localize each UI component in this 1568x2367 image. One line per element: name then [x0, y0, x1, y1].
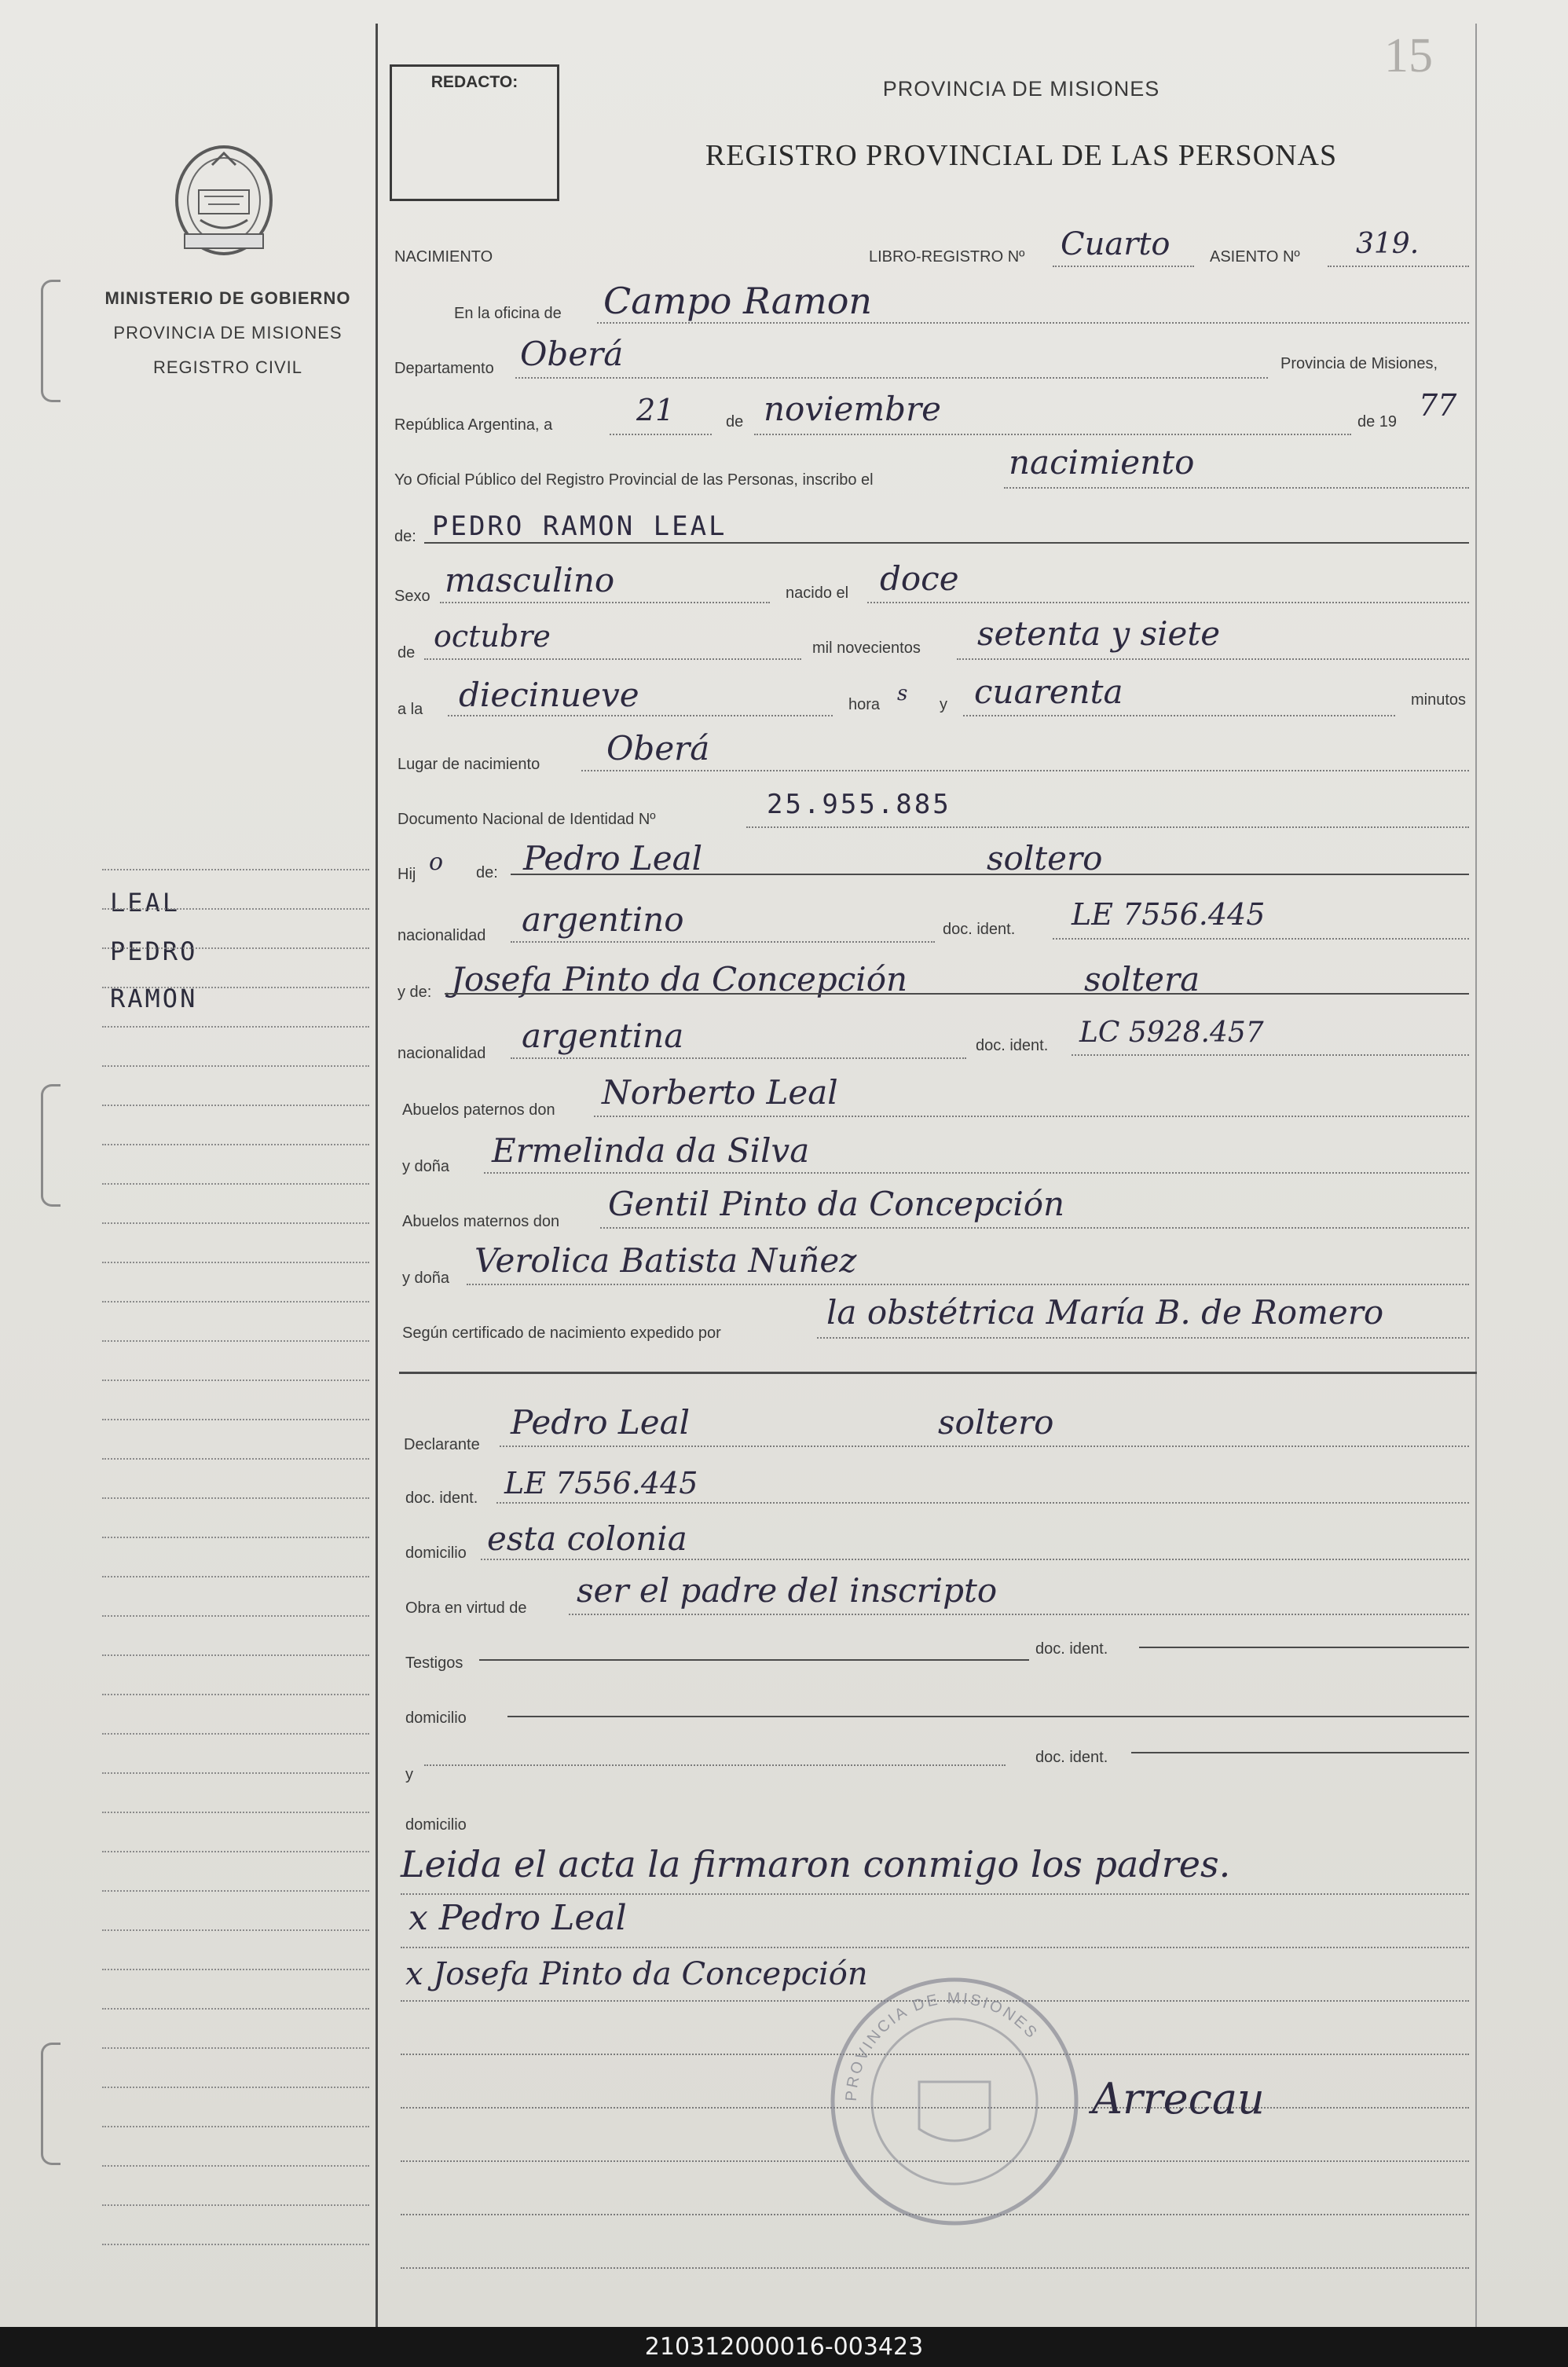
binder-ring [41, 280, 60, 402]
coat-of-arms-icon [169, 141, 279, 259]
ab-pat-dona-value: Ermelinda da Silva [492, 1131, 810, 1170]
hijo-de-label: de: [476, 864, 498, 881]
dotted-line [867, 602, 1469, 603]
oficial-label: Yo Oficial Público del Registro Provincial de las Personas, inscribo el [394, 471, 874, 489]
dotted-line [424, 1764, 1006, 1766]
mes-value: noviembre [764, 390, 941, 428]
oficial-value: nacimiento [1009, 443, 1195, 482]
dotted-line [500, 1445, 1469, 1447]
asiento-label: ASIENTO Nº [1210, 248, 1300, 266]
margin-line [102, 1733, 369, 1735]
dotted-line [401, 1947, 1469, 1948]
margin-line [102, 1458, 369, 1460]
solid-line [424, 542, 1469, 544]
mil-label: mil novecientos [812, 639, 921, 657]
margin-first-name: PEDRO [110, 936, 198, 966]
solid-line [1139, 1647, 1469, 1648]
dotted-line [401, 2267, 1469, 2269]
lugar-label: Lugar de nacimiento [397, 756, 540, 773]
hijo-label: Hij [397, 866, 416, 883]
dotted-line [511, 1057, 966, 1059]
anio-label: de 19 [1357, 413, 1398, 431]
seal-arc-text: PROVINCIA DE MISIONES [842, 1989, 1042, 2102]
anio-value: 77 [1419, 388, 1457, 423]
ab-pat-dona-label: y doña [402, 1158, 450, 1175]
nota-text: Leida el acta la firmaron conmigo los padres. [401, 1843, 1231, 1885]
dotted-line [581, 770, 1469, 771]
margin-line [102, 2165, 369, 2167]
official-stamp-icon [825, 1972, 1084, 2231]
madre-label: y de: [397, 984, 432, 1001]
margin-line [102, 1301, 369, 1303]
padre-estado: soltero [987, 839, 1103, 878]
dotted-line [1328, 266, 1469, 267]
nac-madre-label: nacionalidad [397, 1045, 486, 1062]
margin-line [102, 908, 369, 910]
ab-pat-don-value: Norberto Leal [602, 1073, 838, 1112]
nombre-de-label: de: [394, 528, 416, 545]
margin-line [102, 1419, 369, 1420]
departamento-value: Oberá [520, 335, 624, 373]
right-border [1475, 24, 1477, 2327]
margin-line [102, 1026, 369, 1028]
margin-line [102, 1851, 369, 1852]
dotted-line [511, 941, 935, 943]
dotted-line [569, 1614, 1469, 1615]
horas-value: s [897, 682, 908, 705]
hijo-suffix: o [429, 848, 444, 876]
decl-doc-value: LE 7556.445 [504, 1466, 698, 1500]
de-label: de [726, 413, 744, 431]
dotted-line [610, 434, 712, 435]
testigo1-doc-label: doc. ident. [1035, 1640, 1108, 1658]
hora-value: diecinueve [459, 676, 639, 714]
nombre-value: PEDRO RAMON LEAL [432, 511, 727, 542]
margin-line [102, 1262, 369, 1263]
anio-nac-value: setenta y siete [977, 614, 1221, 653]
column-divider [376, 24, 378, 2327]
dotted-line [754, 434, 1351, 435]
margin-line [102, 2087, 369, 2088]
doc-madre-value: LC 5928.457 [1079, 1017, 1264, 1049]
cert-label: Según certificado de nacimiento expedido por [402, 1325, 721, 1342]
sexo-value: masculino [445, 561, 615, 599]
ab-mat-don-value: Gentil Pinto da Concepción [608, 1185, 1065, 1223]
minutos-label: minutos [1411, 691, 1467, 709]
nacido-value: doce [880, 559, 959, 598]
horas-label: hora [848, 696, 881, 713]
margin-line [102, 1537, 369, 1538]
margin-line [102, 1812, 369, 1813]
margin-line [102, 1183, 369, 1185]
solid-line [507, 1716, 1469, 1717]
mes-nac-label: de [397, 644, 416, 661]
margin-line [102, 1890, 369, 1892]
margin-line [102, 1969, 369, 1970]
libro-value: Cuarto [1061, 226, 1171, 262]
dotted-line [594, 1116, 1469, 1117]
dni-value: 25.955.885 [767, 789, 951, 820]
doc-padre-label: doc. ident. [943, 921, 1016, 938]
departamento-label: Departamento [394, 360, 494, 377]
firma-padre: x Pedro Leal [408, 1898, 627, 1938]
solid-line [479, 1659, 1029, 1661]
dotted-line [817, 1337, 1469, 1339]
oficina-label: En la oficina de [454, 305, 562, 322]
margin-line [102, 987, 369, 988]
redacto-box [390, 64, 559, 201]
dotted-line [1004, 487, 1469, 489]
margin-line [102, 1615, 369, 1617]
y-label: y [940, 696, 947, 713]
dotted-line [467, 1284, 1469, 1285]
margin-line [102, 1497, 369, 1499]
nac-padre-label: nacionalidad [397, 927, 486, 944]
ala-label: a la [397, 701, 423, 718]
left-margin-column [0, 0, 376, 2327]
obra-value: ser el padre del inscripto [577, 1571, 998, 1610]
margin-line [102, 869, 369, 870]
obra-label: Obra en virtud de [405, 1599, 527, 1617]
oficina-value: Campo Ramon [603, 280, 873, 322]
binder-ring [41, 1084, 60, 1207]
doc-padre-value: LE 7556.445 [1072, 897, 1266, 932]
margin-line [102, 1144, 369, 1145]
ministry-line-1: MINISTERIO DE GOBIERNO [104, 288, 351, 308]
mes-nac-value: octubre [434, 619, 551, 654]
doc-madre-label: doc. ident. [976, 1037, 1049, 1054]
ministry-line-2: PROVINCIA DE MISIONES [113, 323, 343, 343]
folio-number: 15 [1384, 29, 1433, 82]
madre-estado: soltera [1084, 960, 1200, 998]
binder-ring [41, 2043, 60, 2165]
dotted-line [957, 658, 1469, 660]
ministry-line-3: REGISTRO CIVIL [152, 357, 303, 377]
image-caption: 210312000016-003423 [0, 2327, 1568, 2367]
solid-line [511, 874, 1469, 875]
sexo-label: Sexo [394, 588, 430, 605]
testigo2-doc-label: doc. ident. [1035, 1749, 1108, 1766]
margin-line [102, 1380, 369, 1381]
nac-padre-value: argentino [522, 900, 684, 939]
provincia-label: Provincia de Misiones, [1280, 355, 1438, 372]
domicilio3-label: domicilio [405, 1816, 467, 1834]
dotted-line [1053, 938, 1469, 940]
dotted-line [515, 377, 1268, 379]
margin-line [102, 1065, 369, 1067]
dotted-line [401, 1893, 1469, 1895]
padre-value: Pedro Leal [523, 839, 703, 878]
firma-madre: x Josefa Pinto da Concepción [405, 1956, 868, 1992]
declarante-label: Declarante [404, 1436, 480, 1453]
nacido-label: nacido el [786, 584, 849, 602]
margin-line [102, 1694, 369, 1695]
dotted-line [600, 1227, 1469, 1229]
margin-line [102, 1772, 369, 1774]
domicilio2-label: domicilio [405, 1709, 467, 1727]
redacto-label: REDACTO: [430, 73, 518, 91]
province-header: PROVINCIA DE MISIONES [882, 77, 1160, 101]
dotted-line [746, 826, 1469, 828]
libro-label: LIBRO-REGISTRO Nº [869, 248, 1025, 266]
margin-line [102, 947, 369, 949]
margin-line [102, 1340, 369, 1342]
ab-mat-dona-value: Verolica Batista Nuñez [474, 1241, 857, 1280]
margin-line [102, 1929, 369, 1931]
margin-line [102, 2126, 369, 2127]
solid-line [1131, 1752, 1469, 1753]
minutos-value: cuarenta [974, 672, 1123, 711]
dotted-line [1072, 1054, 1469, 1056]
dotted-line [496, 1502, 1469, 1504]
section-divider [399, 1372, 1477, 1374]
nacimiento-label: NACIMIENTO [394, 248, 493, 266]
margin-line [102, 1222, 369, 1224]
dotted-line [481, 1559, 1469, 1560]
margin-line [102, 1654, 369, 1656]
republica-label: República Argentina, a [394, 416, 553, 434]
margin-line [102, 2204, 369, 2206]
ministry-block [94, 281, 361, 385]
testigo2-y-label: y [405, 1766, 413, 1783]
margin-line [102, 2244, 369, 2245]
dotted-line [963, 715, 1395, 716]
solid-line [445, 993, 1469, 995]
margin-line [102, 2047, 369, 2049]
dia-value: 21 [636, 393, 675, 427]
dotted-line [597, 322, 1469, 324]
nac-madre-value: argentina [522, 1017, 684, 1055]
margin-second-name: RAMON [110, 984, 198, 1013]
dotted-line [424, 658, 801, 660]
margin-line [102, 1105, 369, 1106]
lugar-value: Oberá [606, 729, 710, 768]
margin-surname: LEAL [110, 888, 181, 918]
domicilio-value: esta colonia [487, 1519, 687, 1558]
testigos-label: Testigos [405, 1654, 463, 1672]
ab-mat-label: Abuelos maternos don [402, 1213, 560, 1230]
declarante-value: Pedro Leal [511, 1403, 691, 1442]
ab-mat-dona-label: y doña [402, 1270, 450, 1287]
cert-value: la obstétrica María B. de Romero [826, 1293, 1384, 1332]
asiento-value: 319. [1356, 228, 1420, 260]
dotted-line [484, 1172, 1469, 1174]
madre-value: Josefa Pinto da Concepción [451, 960, 908, 998]
domicilio-label: domicilio [405, 1544, 467, 1562]
margin-line [102, 2008, 369, 2010]
firma-oficial: Arrecau [1092, 2074, 1265, 2123]
decl-doc-label: doc. ident. [405, 1489, 478, 1507]
declarante-estado: soltero [938, 1403, 1054, 1442]
dotted-line [448, 715, 833, 716]
registry-title: REGISTRO PROVINCIAL DE LAS PERSONAS [705, 139, 1338, 172]
dni-label: Documento Nacional de Identidad Nº [397, 811, 656, 828]
dotted-line [1053, 266, 1194, 267]
ab-pat-label: Abuelos paternos don [402, 1101, 555, 1119]
margin-line [102, 1576, 369, 1577]
dotted-line [440, 602, 770, 603]
